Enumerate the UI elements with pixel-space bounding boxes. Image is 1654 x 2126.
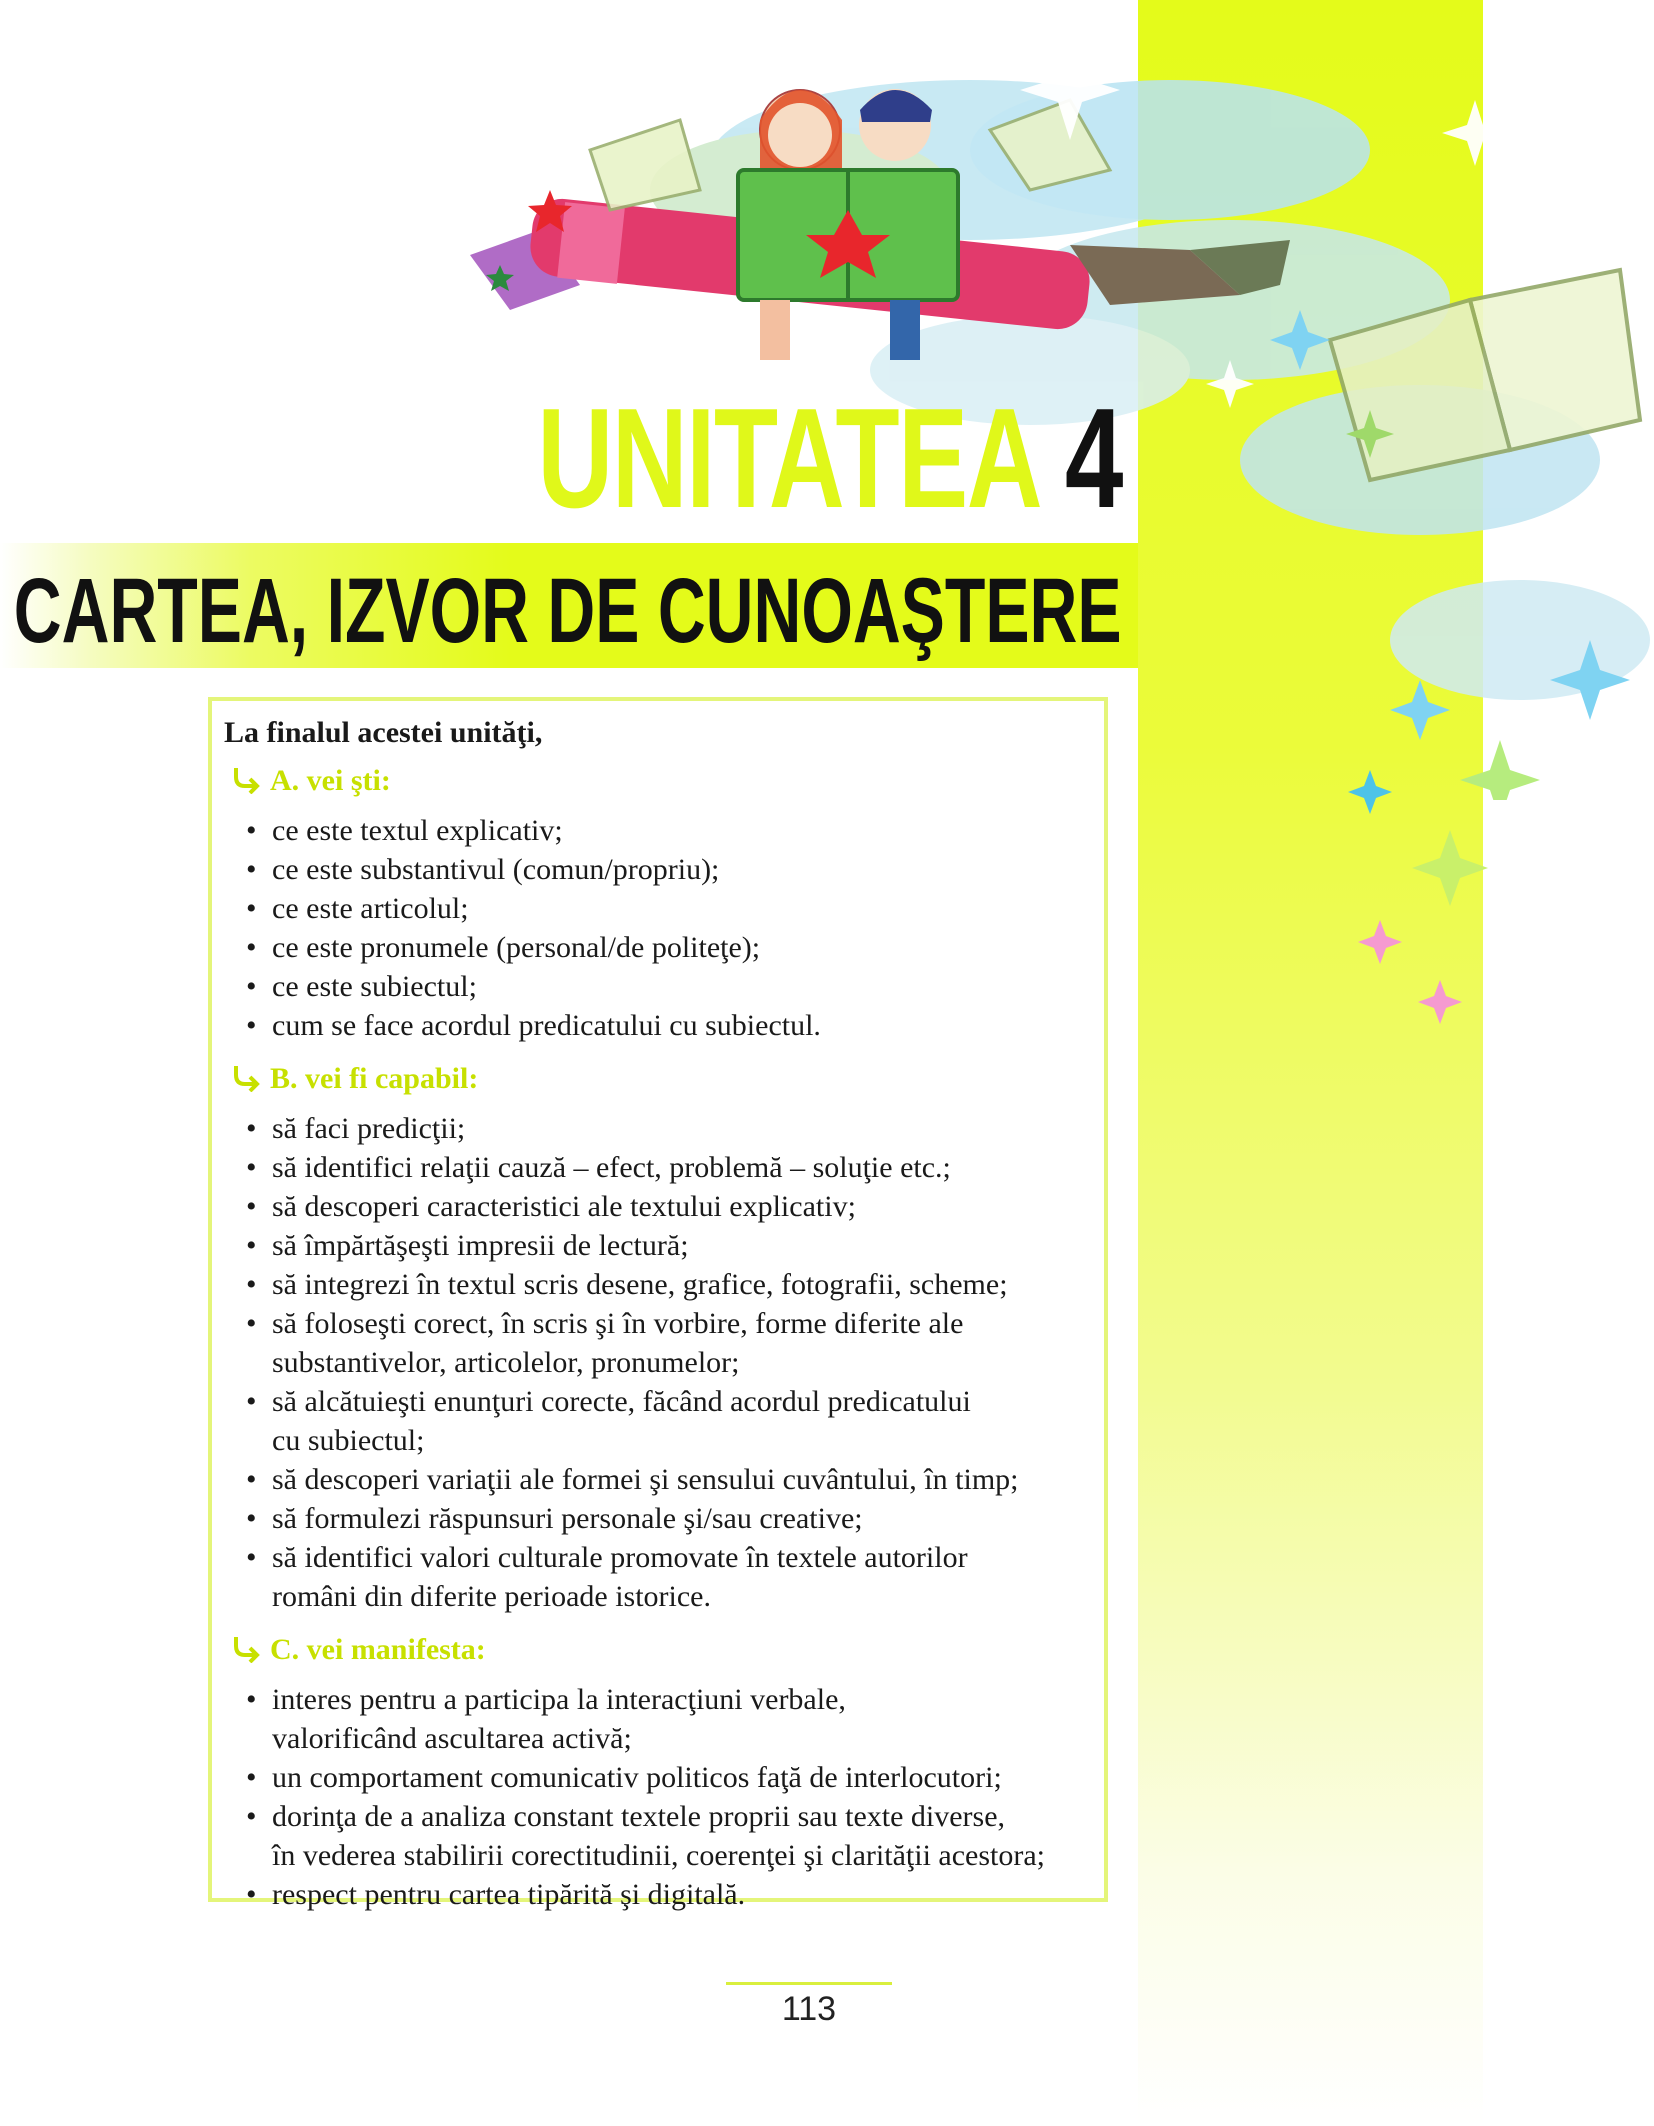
arrow-right-icon (224, 1066, 270, 1092)
section-heading-c-label: C. vei manifesta: (270, 1633, 486, 1666)
list-item: • ce este articolul; (246, 889, 1104, 928)
list-item: • cum se face acordul predicatului cu subiectul. (246, 1006, 1104, 1045)
section-heading-b (224, 1059, 1104, 1099)
list-item: • să împărtăşeşti impresii de lectură; (246, 1226, 1104, 1265)
list-item: • să faci predicţii; (246, 1109, 1104, 1148)
unit-word: UNITATEA (537, 379, 1038, 538)
section-heading-b-label: B. vei fi capabil: (270, 1062, 479, 1095)
objectives-box (208, 697, 1108, 1911)
list-item: • să integrezi în textul scris desene, grafice, fotografii, scheme; (246, 1265, 1104, 1304)
objectives-intro: La finalul acestei unităţi, (224, 716, 543, 749)
unit-title: CARTEA, IZVOR DE CUNOAŞTERE (14, 560, 1122, 662)
list-item: • să descoperi caracteristici ale textului explicativ; (246, 1187, 1104, 1226)
list-item: • să descoperi variaţii ale formei şi sensului cuvântului, în timp; (246, 1460, 1104, 1499)
list-item: • respect pentru cartea tipărită şi digitală. (246, 1875, 1104, 1914)
section-c-list (224, 1680, 1104, 1914)
unit-number: 4 (1065, 379, 1122, 538)
section-heading-a-label: A. vei şti: (270, 764, 391, 797)
list-item: • dorinţa de a analiza constant textele proprii sau texte diverse, în vederea stabilirii corectitudinii, coerenţei şi clarităţii acestora; (246, 1797, 1104, 1875)
unit-heading (537, 379, 1122, 538)
arrow-right-icon (224, 768, 270, 794)
section-a-list (224, 811, 1104, 1045)
section-b-list (224, 1109, 1104, 1616)
list-item: • să foloseşti corect, în scris şi în vorbire, forme diferite ale substantivelor, articolelor, pronumelor; (246, 1304, 1104, 1382)
section-heading-a (224, 761, 1104, 801)
list-item: • ce este textul explicativ; (246, 811, 1104, 850)
list-item: • un comportament comunicativ politicos faţă de interlocutori; (246, 1758, 1104, 1797)
page-number: 113 (781, 1990, 837, 2028)
list-item: • să identifici valori culturale promovate în textele autorilor români din diferite perioade istorice. (246, 1538, 1104, 1616)
section-heading-c (224, 1630, 1104, 1670)
list-item: • ce este subiectul; (246, 967, 1104, 1006)
list-item: • să identifici relaţii cauză – efect, problemă – soluţie etc.; (246, 1148, 1104, 1187)
list-item: • să alcătuieşti enunţuri corecte, făcând acordul predicatului cu subiectul; (246, 1382, 1104, 1460)
arrow-right-icon (224, 1637, 270, 1663)
list-item: • ce este pronumele (personal/de politeţe); (246, 928, 1104, 967)
page-number-rule (726, 1982, 892, 1985)
list-item: • să formulezi răspunsuri personale şi/sau creative; (246, 1499, 1104, 1538)
side-sparkle-icons (1340, 680, 1500, 1040)
list-item: • ce este substantivul (comun/propriu); (246, 850, 1104, 889)
list-item: • interes pentru a participa la interacţiuni verbale, valorificând ascultarea activă; (246, 1680, 1104, 1758)
